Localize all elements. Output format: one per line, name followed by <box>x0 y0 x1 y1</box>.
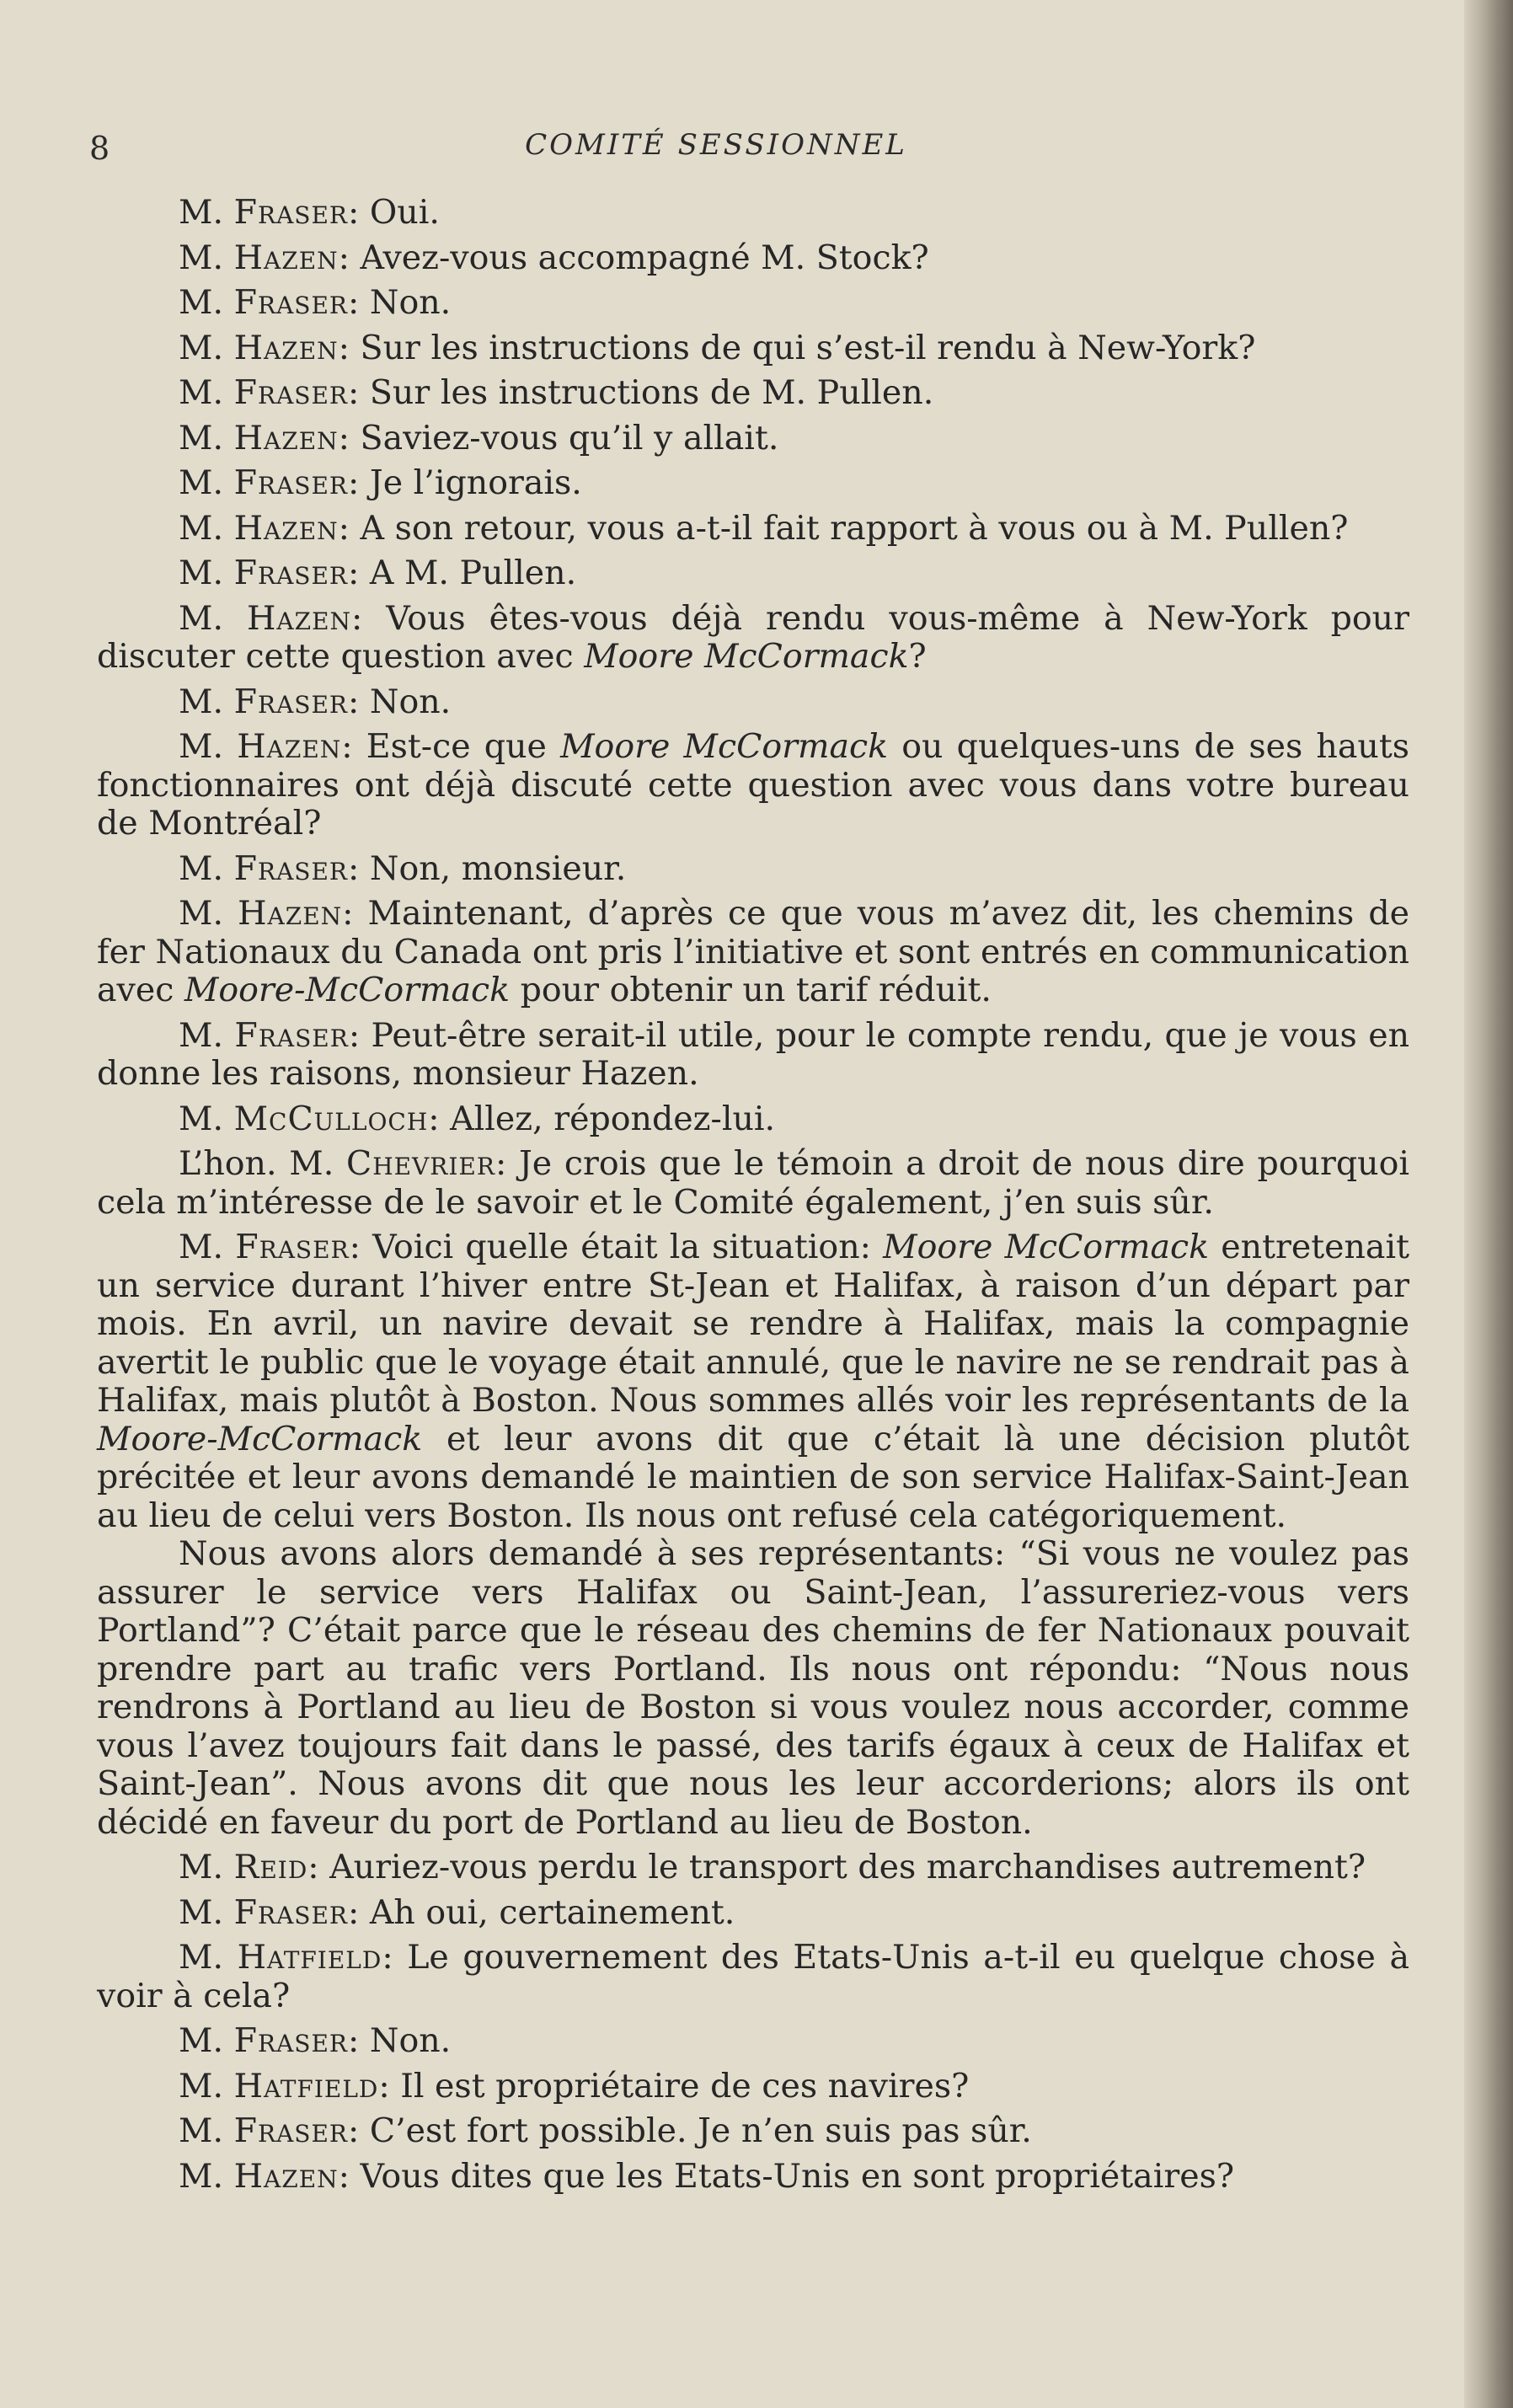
transcript-paragraph: M. Fraser: Je l’ignorais. <box>179 463 582 502</box>
speaker-prefix: M. <box>179 1938 224 1977</box>
speaker-name: Hazen <box>237 727 342 766</box>
speaker-name: Fraser <box>233 283 348 322</box>
speaker-name: Hazen <box>233 418 339 458</box>
speech-text: Vous dites que les Etats-Unis en sont propriétaires? <box>360 2156 1235 2196</box>
speaker-prefix: M. <box>179 1228 224 1266</box>
transcript-paragraph: M. Fraser: Non. <box>179 2021 452 2060</box>
speech-text: ? <box>908 637 927 676</box>
transcript-body <box>97 187 1409 2196</box>
speech-text: et leur avons dit que c’était là une décision plutôt précitée et leur avons demandé le maintien de son service Halifax-Saint-Jean au lieu de celui vers Boston. Ils nous ont refusé cela catégoriquement. <box>97 1419 1409 1535</box>
italic-text: Moore McCormack <box>560 727 889 766</box>
transcript-paragraph: M. Hazen: Avez-vous accompagné M. Stock? <box>179 238 929 277</box>
transcript-paragraph: M. Fraser: Sur les instructions de M. Pullen. <box>179 373 934 412</box>
speaker-prefix: M. <box>179 1015 224 1055</box>
speaker-name: Reid <box>233 1848 308 1886</box>
speaker-prefix: M. <box>179 508 224 548</box>
speaker-prefix: M. <box>179 2021 224 2060</box>
speech-text: ou quelques-uns de ses hauts fonctionnaires ont déjà discuté cette question avec vous dans votre bureau de Montréal? <box>97 727 1409 843</box>
speaker-name: Fraser <box>234 1015 349 1055</box>
transcript-paragraph: M. Fraser: Oui. <box>179 193 440 232</box>
speech-text: pour obtenir un tarif réduit. <box>510 971 992 1009</box>
speech-text: Il est propriétaire de ces navires? <box>400 2066 970 2106</box>
speaker-name: Hazen <box>233 2156 339 2196</box>
speech-text: Est-ce que <box>366 727 561 766</box>
speaker-name: Chevrier <box>345 1144 495 1183</box>
speaker-name: Fraser <box>233 373 348 412</box>
italic-text: Moore-McCormack <box>97 1419 423 1458</box>
speaker-name: Hazen <box>233 238 339 277</box>
speaker-prefix: M. <box>179 894 224 933</box>
speaker-prefix: M. <box>179 2111 224 2150</box>
transcript-paragraph: M. Fraser: A M. Pullen. <box>179 554 577 592</box>
transcript-paragraph: M. Fraser: Non, monsieur. <box>179 848 627 888</box>
speaker-name: Hazen <box>246 598 352 638</box>
speaker-prefix: M. <box>179 848 224 888</box>
speaker-prefix: M. <box>179 1892 224 1932</box>
speech-text: Vous êtes-vous déjà rendu vous-même à New-York pour discuter cette question avec <box>97 598 1409 676</box>
speech-text: Avez-vous accompagné M. Stock? <box>360 238 929 277</box>
speaker-prefix: M. <box>179 238 224 277</box>
speaker-prefix: M. <box>179 283 224 322</box>
speaker-name: Hatfield <box>237 1938 382 1977</box>
transcript-paragraph: M. Hazen: Sur les instructions de qui s’est-il rendu à New-York? <box>179 328 1256 367</box>
speech-text: Je crois que le témoin a droit de nous dire pourquoi cela m’intéresse de le savoir et le Comité également, j’en suis sûr. <box>97 1144 1409 1222</box>
speech-text: Allez, répondez-lui. <box>450 1099 776 1138</box>
transcript-paragraph: M. Hazen: Maintenant, d’après ce que vous m’avez dit, les chemins de fer Nationaux du Canada ont pris l’initiative et sont entrés en communication avec Moore-McCormack pour obtenir un tarif réduit. <box>97 894 1409 1009</box>
speaker-prefix: M. <box>179 2066 224 2106</box>
speech-text: Maintenant, d’après ce que vous m’avez dit, les chemins de fer Nationaux du Canada ont pris l’initiative et sont entrés en communication avec <box>97 894 1409 1009</box>
transcript-paragraph: M. Hazen: Vous êtes-vous déjà rendu vous-même à New-York pour discuter cette question avec Moore McCormack? <box>97 598 1409 676</box>
speaker-name: Fraser <box>235 1228 350 1266</box>
transcript-paragraph: M. Hazen: Vous dites que les Etats-Unis en sont propriétaires? <box>179 2156 1235 2196</box>
speech-text: Le gouvernement des Etats-Unis a-t-il eu quelque chose à voir à cela? <box>97 1938 1409 2015</box>
transcript-paragraph: M. Reid: Auriez-vous perdu le transport des marchandises autrement? <box>179 1848 1366 1886</box>
speaker-prefix: M. <box>179 463 224 502</box>
transcript-paragraph: M. Fraser: Ah oui, certainement. <box>179 1892 735 1932</box>
speaker-prefix: M. <box>179 682 224 721</box>
transcript-paragraph: M. Fraser: Non. <box>179 283 452 322</box>
transcript-paragraph: M. Hatfield: Il est propriétaire de ces navires? <box>179 2066 970 2106</box>
speech-text: Saviez-vous qu’il y allait. <box>360 418 779 458</box>
speech-text: Peut-être serait-il utile, pour le compte rendu, que je vous en donne les raisons, monsieur Hazen. <box>97 1015 1410 1093</box>
speech-text: Oui. <box>369 193 440 232</box>
transcript-paragraph <box>97 1535 1409 1842</box>
italic-text: Moore-McCormack <box>184 971 511 1009</box>
speaker-prefix: L’hon. M. <box>179 1144 334 1183</box>
transcript-paragraph: M. Hazen: Est-ce que Moore McCormack ou quelques-uns de ses hauts fonctionnaires ont déjà discuté cette question avec vous dans votre bureau de Montréal? <box>97 727 1409 843</box>
speaker-prefix: M. <box>179 1848 224 1886</box>
speech-text: A son retour, vous a-t-il fait rapport à vous ou à M. Pullen? <box>360 508 1349 548</box>
transcript-paragraph: L’hon. M. Chevrier: Je crois que le témoin a droit de nous dire pourquoi cela m’intéresse de le savoir et le Comité également, j’en suis sûr. <box>97 1144 1409 1222</box>
speech-text: Je l’ignorais. <box>369 463 582 502</box>
italic-text: Moore McCormack <box>883 1228 1210 1266</box>
speaker-name: Fraser <box>233 463 348 502</box>
transcript-paragraph: M. Fraser: Non. <box>179 682 452 721</box>
transcript-paragraph: M. Fraser: Voici quelle était la situation: Moore McCormack entretenait un service durant l’hiver entre St-Jean et Halifax, à raison d’un départ par mois. En avril, un navire devait se rendre à Halifax, mais la compagnie avertit le public que le voyage était annulé, que le navire ne se rendrait pas à Halifax, mais plutôt à Boston. Nous sommes allés voir les représentants de la Moore-McCormack et leur avons dit que c’était là une décision plutôt précitée et leur avons demandé le maintien de son service Halifax-Saint-Jean au lieu de celui vers Boston. Ils nous ont refusé cela catégoriquement. <box>97 1228 1409 1535</box>
speaker-prefix: M. <box>179 2156 224 2196</box>
speaker-name: McCulloch <box>233 1099 429 1138</box>
speaker-name: Fraser <box>233 554 348 592</box>
speaker-name: Fraser <box>233 193 348 232</box>
speaker-prefix: M. <box>179 418 224 458</box>
speaker-prefix: M. <box>179 193 224 232</box>
speaker-name: Fraser <box>233 1892 348 1932</box>
speech-text: Sur les instructions de M. Pullen. <box>369 373 934 412</box>
speech-text: Non. <box>369 283 452 322</box>
speech-text: Non. <box>369 682 452 721</box>
speaker-prefix: M. <box>179 598 224 638</box>
speaker-name: Hazen <box>233 328 339 367</box>
speech-text: Sur les instructions de qui s’est-il rendu à New-York? <box>360 328 1256 367</box>
speech-text: Voici quelle était la situation: <box>372 1228 884 1266</box>
speaker-prefix: M. <box>179 1099 224 1138</box>
speaker-name: Hazen <box>233 508 339 548</box>
transcript-paragraph: M. Hazen: A son retour, vous a-t-il fait rapport à vous ou à M. Pullen? <box>179 508 1349 548</box>
speaker-name: Hazen <box>238 894 343 933</box>
speech-text: Non. <box>369 2021 452 2060</box>
speaker-name: Fraser <box>233 682 348 721</box>
speech-text: Non, monsieur. <box>369 848 627 888</box>
speaker-prefix: M. <box>179 727 224 766</box>
running-head: COMITÉ SESSIONNEL <box>525 128 907 162</box>
transcript-paragraph: M. Hazen: Saviez-vous qu’il y allait. <box>179 418 779 458</box>
page-header <box>0 125 1513 175</box>
transcript-paragraph: M. Hatfield: Le gouvernement des Etats-Unis a-t-il eu quelque chose à voir à cela? <box>97 1938 1409 2015</box>
speaker-name: Fraser <box>233 848 348 888</box>
speech-text: entretenait un service durant l’hiver entre St-Jean et Halifax, à raison d’un départ par mois. En avril, un navire devait se rendre à Halifax, mais la compagnie avertit le public que le voyage était annulé, que le navire ne se rendrait pas à Halifax, mais plutôt à Boston. Nous sommes allés voir les représentants de la <box>97 1228 1409 1420</box>
italic-text: Moore McCormack <box>584 637 909 676</box>
speaker-name: Fraser <box>233 2111 348 2150</box>
speech-text: Ah oui, certainement. <box>369 1892 735 1932</box>
transcript-paragraph: M. Fraser: C’est fort possible. Je n’en suis pas sûr. <box>179 2111 1032 2150</box>
speech-text: Nous avons alors demandé à ses représentants: “Si vous ne voulez pas assurer le service vers Halifax ou Saint-Jean, l’assureriez-vous vers Portland”? C’était parce que le réseau des chemins de fer Nationaux pouvait prendre part au trafic vers Portland. Ils nous ont répondu: “Nous nous rendrons à Portland au lieu de Boston si vous voulez nous accorder, comme vous l’avez toujours fait dans le passé, des tarifs égaux à ceux de Halifax et Saint-Jean”. Nous avons dit que nous les leur accorderions; alors ils ont décidé en faveur du port de Portland au lieu de Boston. <box>97 1534 1409 1842</box>
page-number: 8 <box>89 130 110 167</box>
speaker-prefix: M. <box>179 328 224 367</box>
speech-text: A M. Pullen. <box>369 554 577 592</box>
transcript-paragraph: M. McCulloch: Allez, répondez-lui. <box>179 1099 776 1138</box>
speaker-prefix: M. <box>179 373 224 412</box>
speaker-prefix: M. <box>179 554 224 592</box>
speaker-name: Fraser <box>233 2021 348 2060</box>
speaker-name: Hatfield <box>233 2066 379 2106</box>
book-binding-edge <box>1464 0 1513 2408</box>
speech-text: C’est fort possible. Je n’en suis pas sûr. <box>369 2111 1032 2150</box>
speech-text: Auriez-vous perdu le transport des marchandises autrement? <box>329 1848 1366 1886</box>
transcript-paragraph: M. Fraser: Peut-être serait-il utile, pour le compte rendu, que je vous en donne les raisons, monsieur Hazen. <box>97 1015 1410 1093</box>
